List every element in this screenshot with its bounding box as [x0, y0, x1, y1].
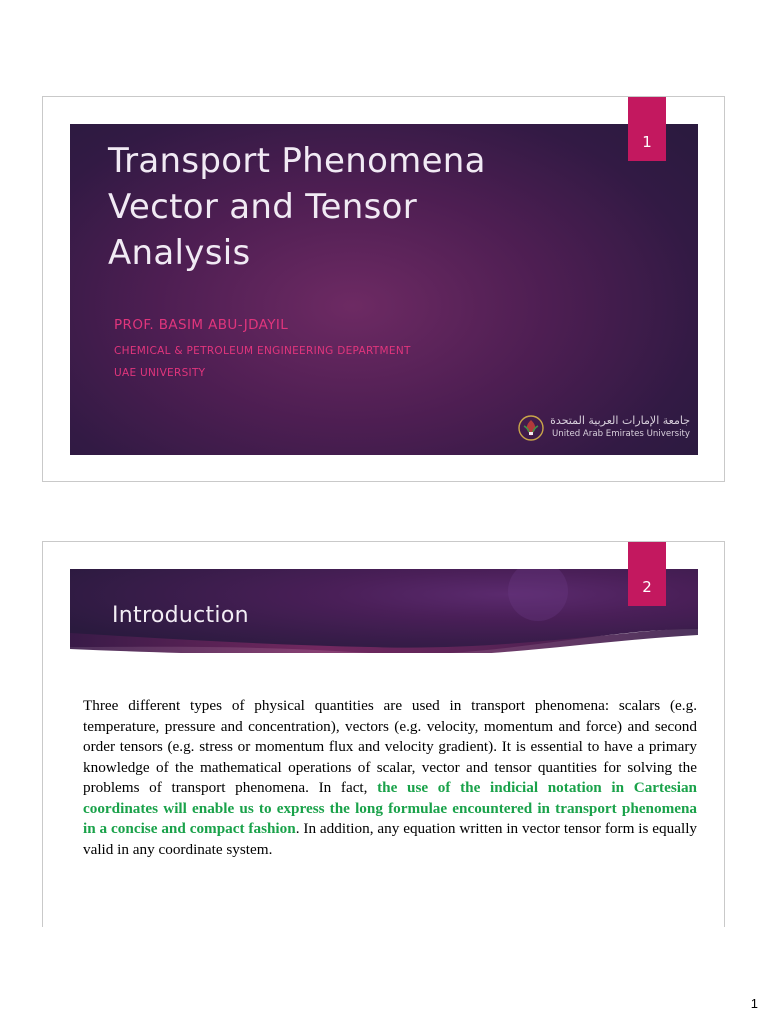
title-line: Transport Phenomena: [108, 141, 486, 181]
body-text: Three different types of physical quantities are used in transport phenomena: scalars (e.g. temperature, pressure and concentration), vectors (e.g. velocity, momentum and force) and second order tensors (e.g. stress or momentum flux and velocity gradient). It is essential to have a primary knowledge of the mathematical operations of scalar, vector and tensor quantities for solving the problems of transport phenomena. In fact,: [83, 697, 697, 796]
university-logo: [518, 414, 690, 444]
introduction-paragraph: [83, 696, 697, 860]
title-banner: [70, 569, 698, 653]
falcon-emblem-icon: [518, 415, 544, 441]
slide-title: [108, 138, 578, 276]
author-name: PROF. BASIM ABU-JDAYIL: [114, 317, 289, 333]
title-line: Vector and Tensor: [108, 187, 417, 227]
title-panel: [70, 124, 698, 455]
page-number: 1: [750, 996, 758, 1011]
body-text: . In addition, any equation written in vector tensor form is equally valid in any coordinate system.: [83, 820, 698, 858]
title-line: Analysis: [108, 233, 251, 273]
slide-number-tab: 1: [628, 97, 666, 161]
slide-number-tab: 2: [628, 542, 666, 606]
logo-english-text: United Arab Emirates University: [551, 429, 690, 439]
slide-title: Introduction: [112, 603, 249, 628]
university-name: UAE UNIVERSITY: [114, 367, 206, 379]
department-name: CHEMICAL & PETROLEUM ENGINEERING DEPARTMENT: [114, 345, 411, 357]
highlighted-text: the use of the indicial notation in Cartesian coordinates will enable us to express the long formulae encountered in transport phenomena in a concise and compact fashion: [83, 779, 697, 837]
logo-arabic-text: جامعة الإمارات العربية المتحدة: [550, 414, 690, 427]
slide-2: [42, 541, 725, 927]
slide-1: [42, 96, 725, 482]
